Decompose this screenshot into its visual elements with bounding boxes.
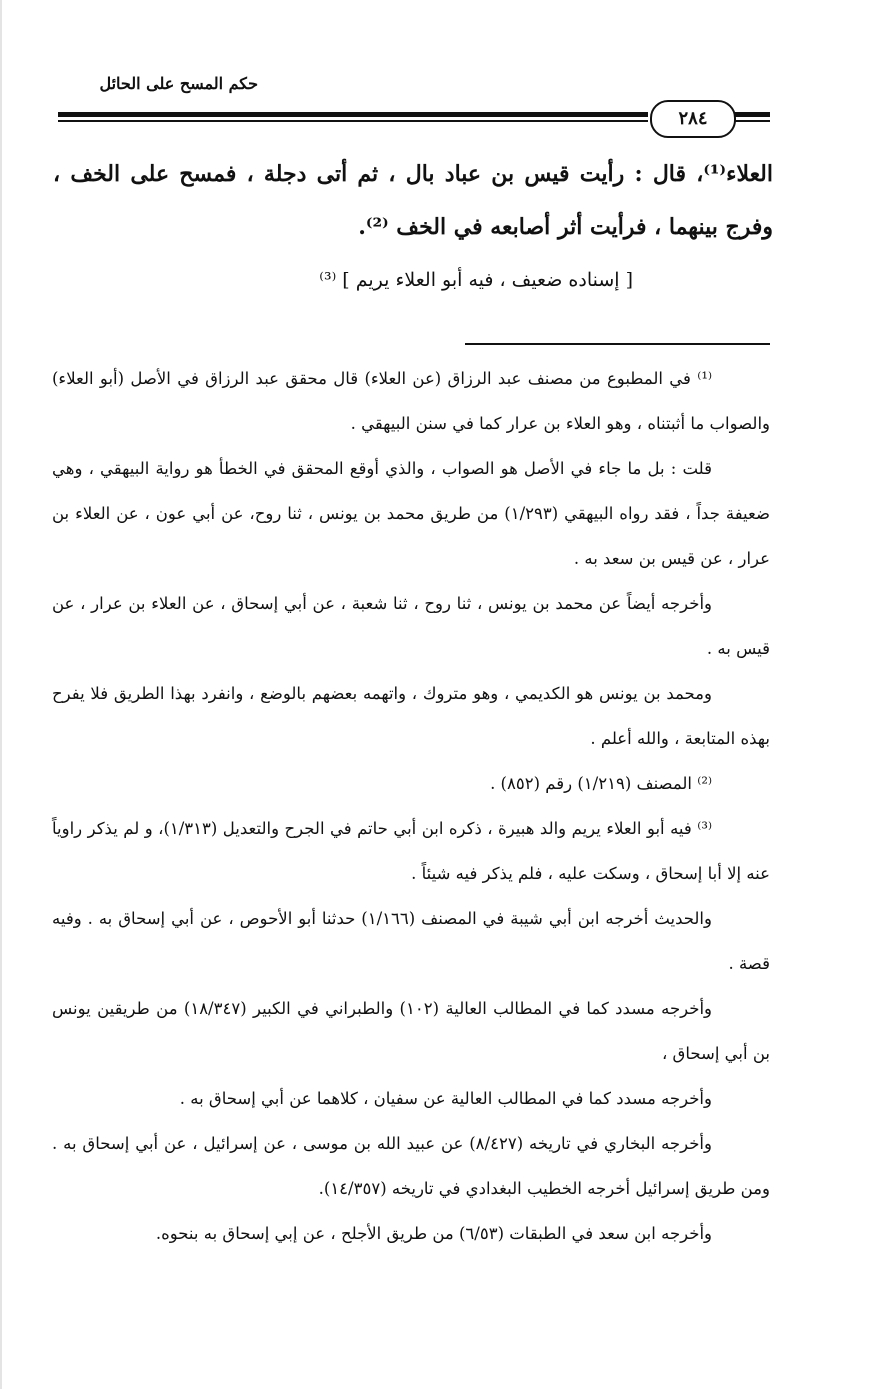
footnote-separator (465, 343, 770, 345)
footnote-3-comment: وأخرجه ابن سعد في الطبقات (٦/٥٣) من طريق الأجلح ، عن إبي إسحاق به بنحوه. (155, 1224, 712, 1243)
header-rule-thin (58, 120, 648, 122)
footnote-3: ⁽³⁾ فيه أبو العلاء يريم والد هبيرة ، ذكره ابن أبي حاتم في الجرح والتعديل (١/٣١٣)، و لم يذكر راوياً عنه إلا أبا إسحاق ، وسكت عليه ، فلم يذكر فيه شيئاً . (52, 819, 770, 883)
footnote-3-comment: وأخرجه مسدد كما في المطالب العالية (١٠٢) والطبراني في الكبير (١٨/٣٤٧) من طريقين يونس بن أبي إسحاق ، (52, 999, 770, 1063)
header-rule-thick (58, 112, 648, 117)
footnote-1-comment: وأخرجه أيضاً عن محمد بن يونس ، ثنا روح ، ثنا شعبة ، عن أبي إسحاق ، عن العلاء بن عرار ، عن قيس به . (52, 594, 770, 658)
footnotes (52, 356, 770, 1256)
footnote-1-comment: قلت : بل ما جاء في الأصل هو الصواب ، والذي أوقع المحقق في الخطأ هو رواية البيهقي ، وهي ضعيفة جداً ، فقد رواه البيهقي (١/٢٩٣) من طريق محمد بن يونس ، ثنا روح، عن أبي عون ، عن العلاء بن عرار ، عن قيس بن سعد به . (52, 459, 770, 568)
running-title: حكم المسح على الحائل (99, 74, 258, 93)
main-text (53, 148, 773, 307)
header-rule-thin-right (735, 120, 770, 122)
footnote-2: ⁽²⁾ المصنف (١/٢١٩) رقم (٨٥٢) . (490, 774, 712, 793)
hadith-paragraph: العلاء⁽¹⁾، قال : رأيت قيس بن عباد بال ، ثم أتى دجلة ، فمسح على الخف ، وفرج بينهما ، فرأيت أثر أصابعه في الخف ⁽²⁾. (53, 161, 773, 240)
page-number: ٢٨٤ (650, 100, 736, 138)
header-rule-thick-right (735, 112, 770, 117)
page-binding-edge (0, 0, 2, 1389)
footnote-1-comment: ومحمد بن يونس هو الكديمي ، وهو متروك ، واتهمه بعضهم بالوضع ، وانفرد بهذا الطريق فلا يفرح بهذه المتابعة ، والله أعلم . (52, 684, 770, 748)
footnote-1: ⁽¹⁾ في المطبوع من مصنف عبد الرزاق (عن العلاء) قال محقق عبد الرزاق في الأصل (أبو العلاء) والصواب ما أثبتناه ، وهو العلاء بن عرار كما في سنن البيهقي . (52, 369, 770, 433)
footnote-3-comment: وأخرجه البخاري في تاريخه (٨/٤٢٧) عن عبيد الله بن موسى ، عن إسرائيل ، عن أبي إسحاق به . ومن طريق إسرائيل أخرجه الخطيب البغدادي في تاريخه (١٤/٣٥٧). (52, 1134, 770, 1198)
isnad-grading: [ إسناده ضعيف ، فيه أبو العلاء يريم ] ⁽³⁾ (319, 269, 633, 291)
footnote-3-comment: والحديث أخرجه ابن أبي شيبة في المصنف (١/١٦٦) حدثنا أبو الأحوص ، عن أبي إسحاق به . وفيه قصة . (52, 909, 770, 973)
footnote-3-comment: وأخرجه مسدد كما في المطالب العالية عن سفيان ، كلاهما عن أبي إسحاق به . (179, 1089, 712, 1108)
